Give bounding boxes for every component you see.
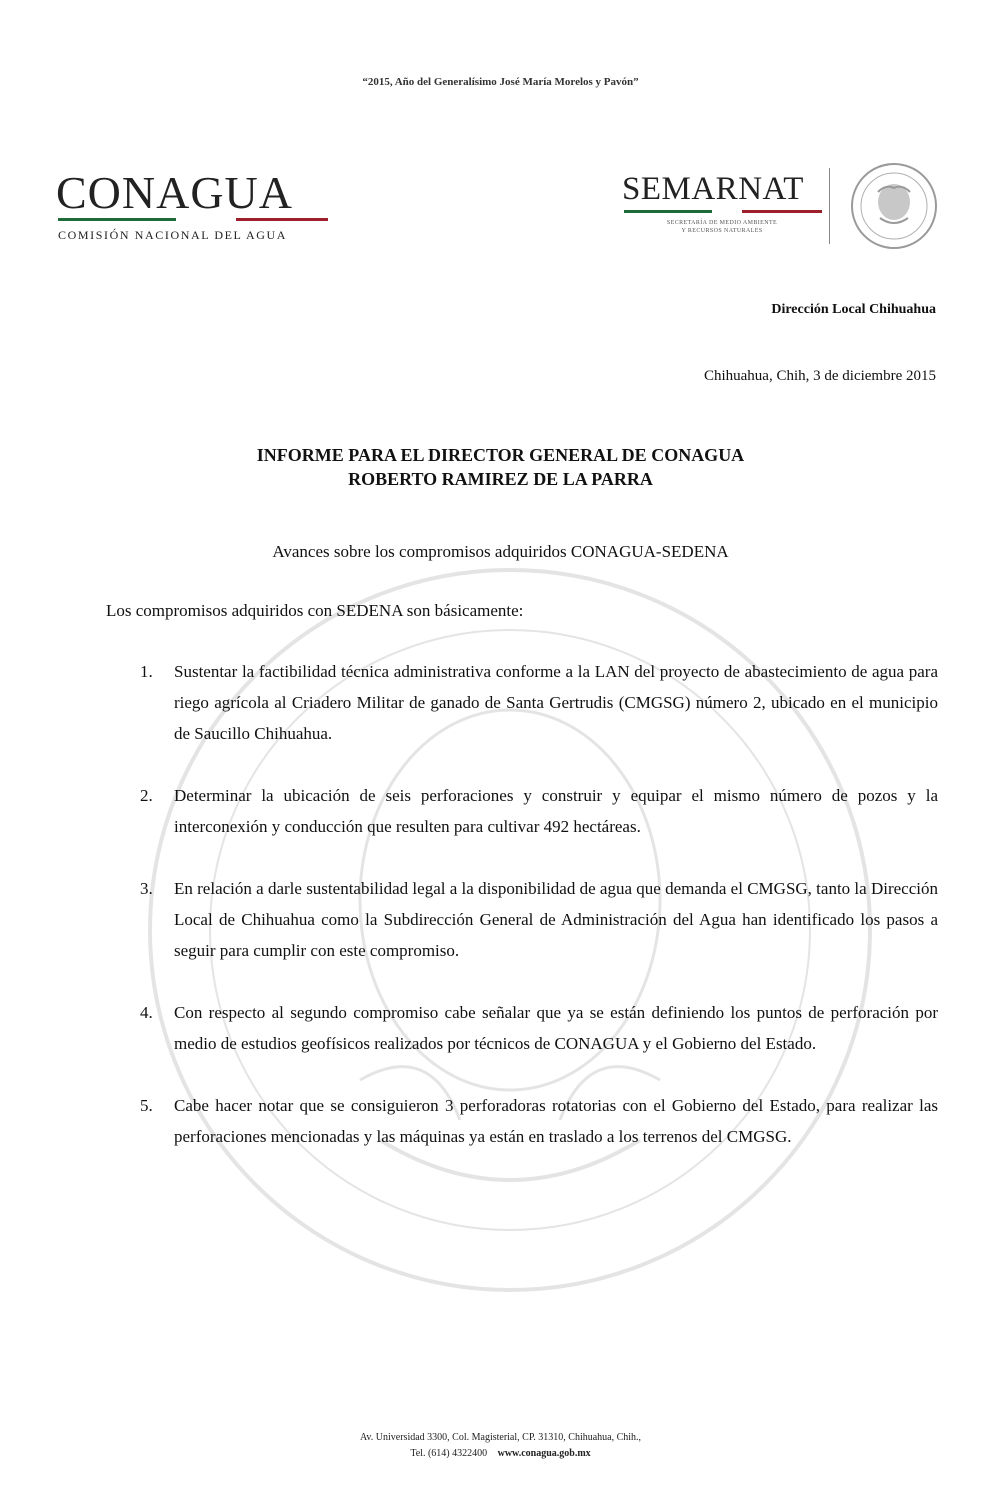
list-item-text: Sustentar la factibilidad técnica administrativa conforme a la LAN del proyecto de abastecimiento de agua para riego agrícola al Criadero Militar de ganado de Santa Gertrudis (CMGSG) número 2, ubicado en el municipio de Saucillo Chihuahua. [174,662,938,743]
report-title-line2: ROBERTO RAMIREZ DE LA PARRA [348,469,653,489]
conagua-logo-green-bar [58,218,176,221]
footer-phone: Tel. (614) 4322400 [410,1448,488,1459]
report-title [0,443,1001,491]
year-motto: “2015, Año del Generalísimo José María Morelos y Pavón” [362,76,639,88]
list-item-text: Cabe hacer notar que se consiguieron 3 perforadoras rotatorias con el Gobierno del Estado, para realizar las perforaciones mencionadas y las máquinas ya están en traslado a los terrenos del CMGSG. [174,1096,938,1146]
commitments-list [140,656,938,1183]
list-item-number: 2. [140,786,153,805]
semarnat-logo-wordmark: SEMARNAT [622,171,804,207]
semarnat-logo-subtitle-line2: Y RECURSOS NATURALES [681,228,763,234]
semarnat-logo [622,168,942,248]
conagua-logo-red-bar [236,218,328,221]
report-title-line1: INFORME PARA EL DIRECTOR GENERAL DE CONAGUA [256,445,745,465]
footer-address: Av. Universidad 3300, Col. Magisterial, CP. 31310, Chihuahua, Chih., [359,1432,642,1443]
semarnat-logo-green-bar [624,210,712,213]
report-subtitle: Avances sobre los compromisos adquiridos CONAGUA-SEDENA [272,542,729,561]
conagua-logo-wordmark: CONAGUA [56,167,293,218]
mexico-seal-icon [850,162,938,250]
list-item-number: 4. [140,1003,153,1022]
list-item [140,997,938,1059]
letter-footer [0,1430,1001,1462]
list-item [140,1090,938,1152]
footer-website-link[interactable]: www.conagua.gob.mx [497,1448,591,1459]
list-item-text: En relación a darle sustentabilidad legal a la disponibilidad de agua que demanda el CMGSG, tanto la Dirección Local de Chihuahua como la Subdirección General de Administración del Agua han identificado los pasos a seguir para cumplir con este compromiso. [174,879,938,960]
footer-contact [0,1446,1001,1462]
list-item [140,873,938,966]
list-item-number: 3. [140,879,153,898]
letter-date: Chihuahua, Chih, 3 de diciembre 2015 [703,368,936,384]
office-name: Dirección Local Chihuahua [771,302,936,317]
semarnat-logo-subtitle-line1: SECRETARÍA DE MEDIO AMBIENTE [666,220,778,226]
list-item-number: 5. [140,1096,153,1115]
list-item [140,780,938,842]
semarnat-logo-red-bar [742,210,822,213]
conagua-logo [56,167,331,250]
list-item-text: Con respecto al segundo compromiso cabe señalar que ya se están definiendo los puntos de perforación por medio de estudios geofísicos realizados por técnicos de CONAGUA y el Gobierno del Estado. [174,1003,938,1053]
intro-paragraph: Los compromisos adquiridos con SEDENA son básicamente: [106,601,524,620]
list-item-number: 1. [140,662,153,681]
list-item [140,656,938,749]
list-item-text: Determinar la ubicación de seis perforaciones y construir y equipar el mismo número de pozos y la interconexión y conducción que resulten para cultivar 492 hectáreas. [174,786,938,836]
semarnat-logo-divider [829,168,830,244]
conagua-logo-subtitle: COMISIÓN NACIONAL DEL AGUA [58,228,288,242]
